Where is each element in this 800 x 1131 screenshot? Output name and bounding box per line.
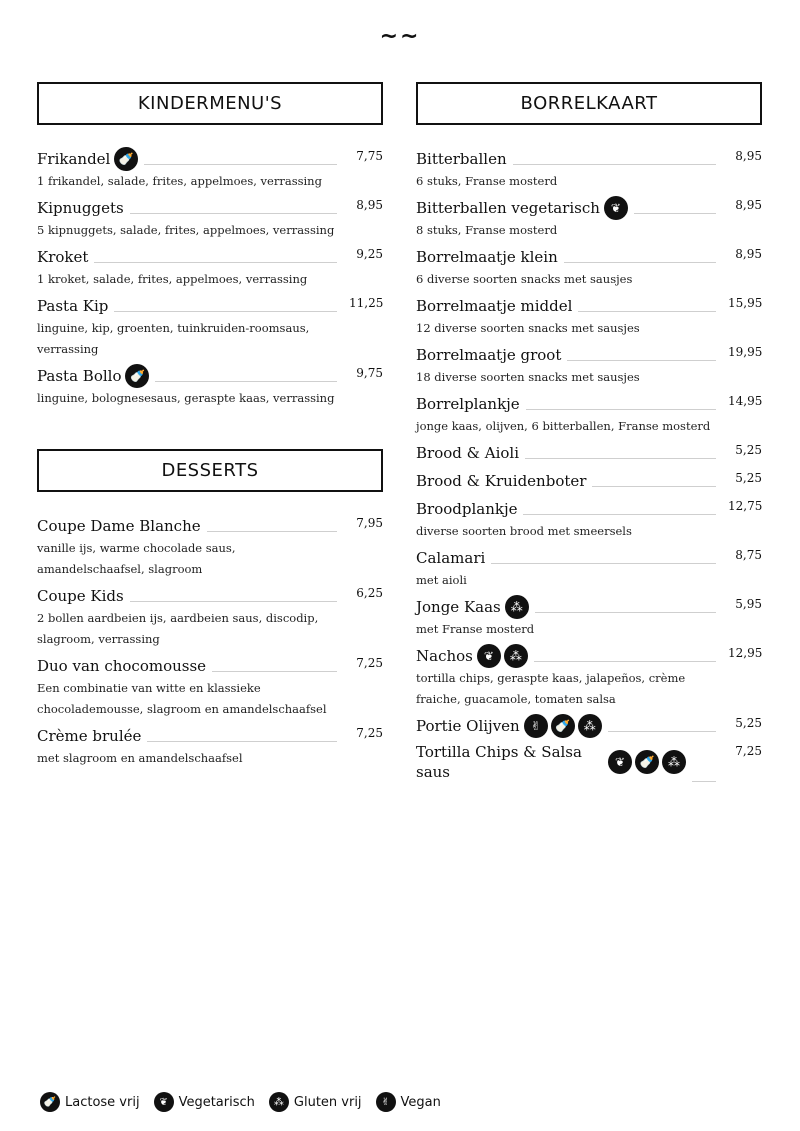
vegan-icon: ✌	[376, 1092, 396, 1112]
item-description: met Franse mosterd	[416, 622, 535, 636]
dot-leader	[525, 458, 716, 459]
dot-leader	[155, 381, 337, 382]
item-description: diverse soorten brood met smeersels	[416, 524, 632, 538]
dot-leader	[592, 486, 716, 487]
item-price: 15,95	[728, 296, 763, 310]
dot-leader	[144, 164, 337, 165]
item-name: Coupe Dame Blanche	[37, 517, 201, 535]
item-name: Bitterballen vegetarisch	[416, 199, 600, 217]
ornament: ~~	[379, 24, 421, 49]
menu-item-nachos	[416, 644, 762, 710]
section-title-borrelkaart: BORRELKAART	[416, 82, 762, 125]
menu-item-borrelmaatje-middel	[416, 294, 762, 339]
left-column	[37, 82, 383, 773]
menu-item-borrelmaatje-klein	[416, 245, 762, 290]
item-name: Tortilla Chips & Salsa saus	[416, 743, 582, 781]
item-description: Een combinatie van witte en klassieke chocolademousse, slagroom en amandelschaafsel	[37, 681, 327, 716]
item-description: jonge kaas, olijven, 6 bitterballen, Franse mosterd	[416, 419, 711, 433]
item-price: 9,75	[356, 366, 383, 380]
dot-leader	[608, 731, 716, 732]
item-price: 7,75	[356, 149, 383, 163]
legend-vegetarian	[154, 1092, 255, 1112]
item-price: 19,95	[728, 345, 763, 359]
menu-item-borrelplankje	[416, 392, 762, 437]
item-price: 9,25	[356, 247, 383, 261]
item-description: met slagroom en amandelschaafsel	[37, 751, 243, 765]
item-name: Broodplankje	[416, 500, 518, 518]
item-description: 5 kipnuggets, salade, frites, appelmoes, verrassing	[37, 223, 335, 237]
item-name: Kipnuggets	[37, 199, 124, 217]
item-name: Calamari	[416, 549, 486, 567]
lactose-free-icon: 🍼	[551, 714, 575, 738]
dot-leader	[534, 661, 716, 662]
vegetarian-icon: ❦	[154, 1092, 174, 1112]
item-name: Duo van chocomousse	[37, 657, 207, 675]
menu-item-borrelmaatje-groot	[416, 343, 762, 388]
item-description: vanille ijs, warme chocolade saus, amandelschaafsel, slagroom	[37, 541, 236, 576]
item-description: linguine, kip, groenten, tuinkruiden-roomsaus, verrassing	[37, 321, 310, 356]
dot-leader	[130, 601, 337, 602]
item-price: 8,95	[356, 198, 383, 212]
menu-item-portie-olijven	[416, 714, 762, 738]
item-price: 14,95	[728, 394, 763, 408]
item-name: Crème brulée	[37, 727, 142, 745]
item-price: 5,25	[735, 716, 762, 730]
gluten-free-icon: ⁂	[662, 750, 686, 774]
item-description: met aioli	[416, 573, 467, 587]
item-name: Borrelmaatje klein	[416, 248, 558, 266]
dot-leader	[523, 514, 716, 515]
vegetarian-icon: ❦	[608, 750, 632, 774]
item-description: 12 diverse soorten snacks met sausjes	[416, 321, 640, 335]
item-name: Coupe Kids	[37, 587, 124, 605]
gluten-free-icon: ⁂	[269, 1092, 289, 1112]
menu-item-kroket	[37, 245, 383, 290]
item-description: 18 diverse soorten snacks met sausjes	[416, 370, 640, 384]
dot-leader	[212, 671, 337, 672]
legend-vegan	[376, 1092, 441, 1112]
item-name: Portie Olijven	[416, 717, 520, 735]
dot-leader	[207, 531, 337, 532]
item-price: 7,25	[735, 744, 762, 758]
item-price: 8,75	[735, 548, 762, 562]
legend-label: Lactose vrij	[65, 1094, 140, 1110]
dot-leader	[692, 781, 716, 782]
legend-label: Vegan	[400, 1094, 441, 1110]
dot-leader	[130, 213, 337, 214]
dot-leader	[114, 311, 337, 312]
item-name: Brood & Aioli	[416, 444, 520, 462]
section-title-desserts: DESSERTS	[37, 449, 383, 492]
item-price: 5,25	[735, 443, 762, 457]
menu-item-calamari	[416, 546, 762, 591]
menu-item-coupe-dame-blanche	[37, 514, 383, 580]
item-description: linguine, bolognesesaus, geraspte kaas, verrassing	[37, 391, 335, 405]
lactose-free-icon: 🍼	[635, 750, 659, 774]
legend-label: Gluten vrij	[293, 1094, 362, 1110]
item-description: 8 stuks, Franse mosterd	[416, 223, 558, 237]
menu-item-kipnuggets	[37, 196, 383, 241]
menu-item-creme-brulee	[37, 724, 383, 769]
item-price: 5,25	[735, 471, 762, 485]
legend-label: Vegetarisch	[178, 1094, 255, 1110]
dot-leader	[94, 262, 337, 263]
right-column	[416, 82, 762, 786]
item-price: 7,25	[356, 656, 383, 670]
item-name: Borrelmaatje groot	[416, 346, 562, 364]
item-price: 8,95	[735, 247, 762, 261]
menu-item-bitterballen	[416, 147, 762, 192]
item-price: 5,95	[735, 597, 762, 611]
menu-item-pasta-kip	[37, 294, 383, 360]
menu-item-duo-chocomousse	[37, 654, 383, 720]
lactose-free-icon: 🍼	[40, 1092, 60, 1112]
item-name: Borrelplankje	[416, 395, 520, 413]
item-name: Pasta Bollo	[37, 367, 122, 385]
menu-item-brood-aioli	[416, 441, 762, 465]
dot-leader	[147, 741, 337, 742]
item-price: 8,95	[735, 149, 762, 163]
item-name: Pasta Kip	[37, 297, 109, 315]
menu-item-frikandel	[37, 147, 383, 192]
menu-item-broodplankje	[416, 497, 762, 542]
dot-leader	[634, 213, 716, 214]
item-description: 6 diverse soorten snacks met sausjes	[416, 272, 633, 286]
legend-gluten	[269, 1092, 362, 1112]
vegan-icon: ✌	[524, 714, 548, 738]
item-name: Jonge Kaas	[416, 598, 501, 616]
menu-item-coupe-kids	[37, 584, 383, 650]
item-description: 6 stuks, Franse mosterd	[416, 174, 558, 188]
item-name: Borrelmaatje middel	[416, 297, 573, 315]
item-name: Nachos	[416, 647, 473, 665]
lactose-free-icon: 🍼	[125, 364, 149, 388]
section-title-kindermenu: KINDERMENU'S	[37, 82, 383, 125]
menu-item-pasta-bollo	[37, 364, 383, 409]
lactose-free-icon: 🍼	[114, 147, 138, 171]
dot-leader	[526, 409, 716, 410]
gluten-free-icon: ⁂	[504, 644, 528, 668]
dot-leader	[567, 360, 716, 361]
dot-leader	[513, 164, 716, 165]
vegetarian-icon: ❦	[604, 196, 628, 220]
dot-leader	[491, 563, 716, 564]
vegetarian-icon: ❦	[477, 644, 501, 668]
dot-leader	[535, 612, 716, 613]
dot-leader	[578, 311, 716, 312]
item-price: 7,95	[356, 516, 383, 530]
menu-item-jonge-kaas	[416, 595, 762, 640]
item-price: 11,25	[349, 296, 384, 310]
menu-item-brood-kruidenboter	[416, 469, 762, 493]
item-price: 6,25	[356, 586, 383, 600]
item-description: tortilla chips, geraspte kaas, jalapeños, crème fraiche, guacamole, tomaten salsa	[416, 671, 686, 706]
item-description: 2 bollen aardbeien ijs, aardbeien saus, discodip, slagroom, verrassing	[37, 611, 319, 646]
item-description: 1 frikandel, salade, frites, appelmoes, verrassing	[37, 174, 322, 188]
item-price: 7,25	[356, 726, 383, 740]
item-name: Kroket	[37, 248, 89, 266]
icon-legend	[40, 1092, 455, 1112]
item-name: Bitterballen	[416, 150, 507, 168]
dot-leader	[564, 262, 716, 263]
item-name: Frikandel	[37, 150, 111, 168]
menu-item-tortilla-chips	[416, 742, 762, 782]
item-name: Brood & Kruidenboter	[416, 472, 587, 490]
menu-item-bitterballen-vegetarisch	[416, 196, 762, 241]
item-price: 12,95	[728, 646, 763, 660]
gluten-free-icon: ⁂	[578, 714, 602, 738]
item-price: 8,95	[735, 198, 762, 212]
gluten-free-icon: ⁂	[505, 595, 529, 619]
legend-lactose	[40, 1092, 140, 1112]
item-description: 1 kroket, salade, frites, appelmoes, verrassing	[37, 272, 308, 286]
item-price: 12,75	[728, 499, 763, 513]
